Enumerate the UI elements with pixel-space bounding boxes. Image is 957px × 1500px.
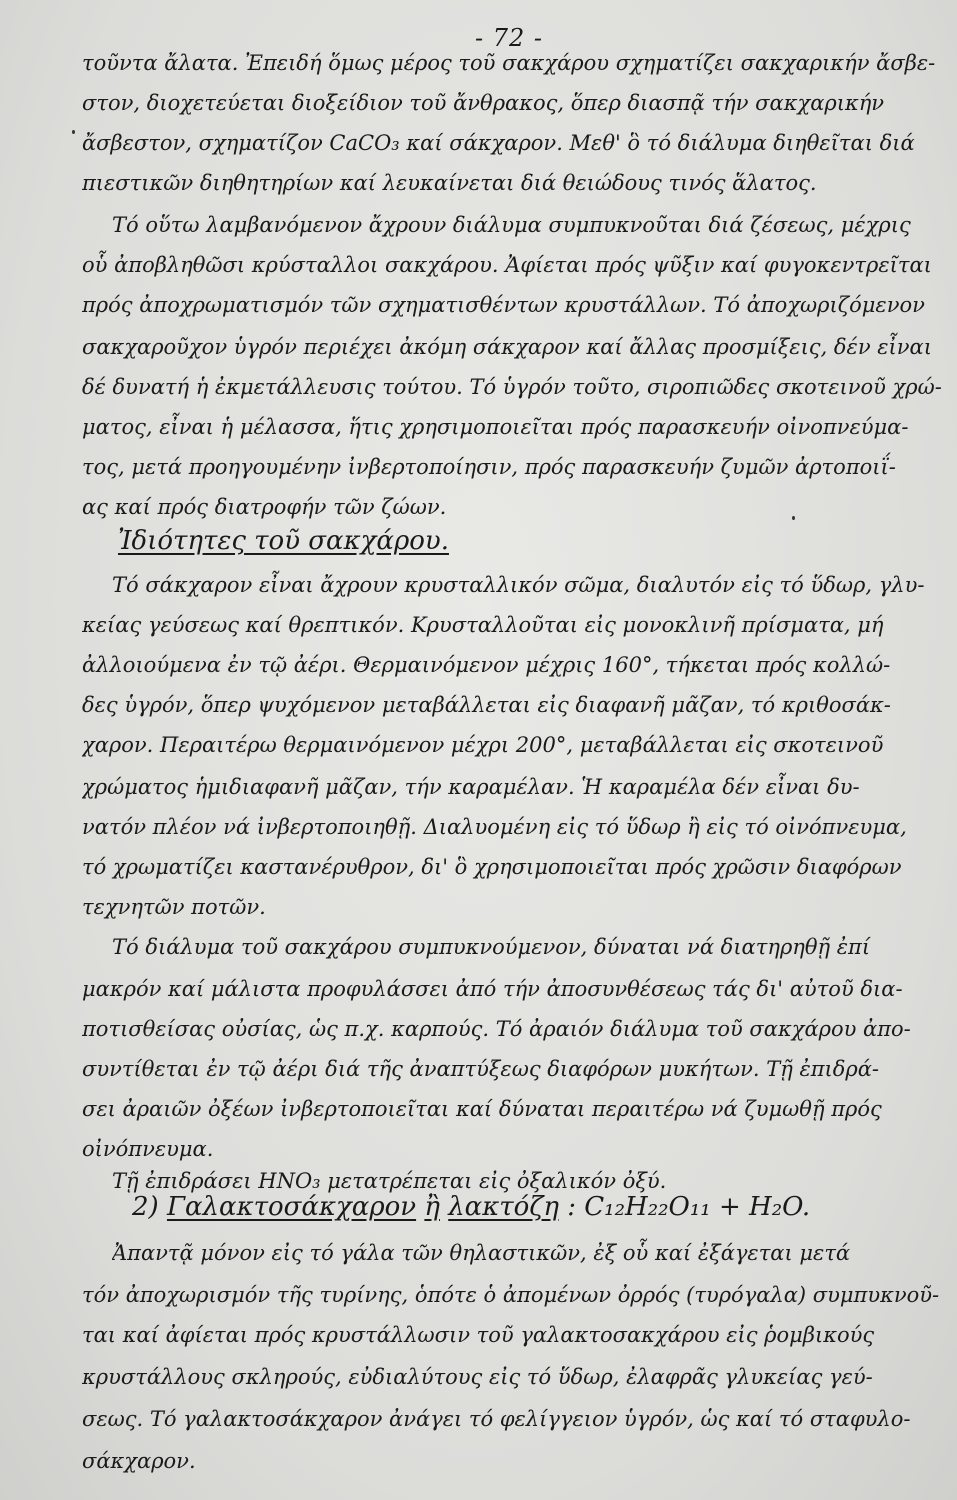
text-line: οἰνόπνευμα. <box>82 1137 214 1161</box>
text-line: Τό διάλυμα τοῦ σακχάρου συμπυκνούμενον, δύναται νά διατηρηθῇ ἐπί <box>112 935 871 959</box>
ink-mark <box>792 516 795 520</box>
text-line: κρυστάλλους σκληρούς, εὐδιαλύτους εἰς τό ὕδωρ, ἐλαφρᾶς γλυκείας γεύ- <box>82 1365 873 1389</box>
text-line: χαρον. Περαιτέρω θερμαινόμενον μέχρι 200°, μεταβάλλεται εἰς σκοτεινοῦ <box>82 733 884 757</box>
text-line: ματος, εἶναι ἡ μέλασσα, ἥτις χρησιμοποιεῖται πρός παρασκευήν οἰνοπνεύμα- <box>82 415 909 439</box>
text-line: σει ἀραιῶν ὀξέων ἰνβερτοποιεῖται καί δύναται περαιτέρω νά ζυμωθῇ πρός <box>82 1097 882 1121</box>
text-line: χρώματος ἡμιδιαφανῆ μᾶζαν, τήν καραμέλαν. Ἡ καραμέλα δέν εἶναι δυ- <box>82 775 860 799</box>
text-line: ται καί ἀφίεται πρός κρυστάλλωσιν τοῦ γαλακτοσακχάρου εἰς ῥομβικούς <box>82 1323 875 1347</box>
text-line: τοῦντα ἄλατα. Ἐπειδή ὅμως μέρος τοῦ σακχάρου σχηματίζει σακχαρικήν ἄσβε- <box>82 51 936 75</box>
text-line: Τῇ ἐπιδράσει HNO₃ μετατρέπεται εἰς ὀξαλικόν ὀξύ. <box>112 1169 667 1193</box>
text-line: ποτισθείσας οὐσίας, ὡς π.χ. καρπούς. Τό ἀραιόν διάλυμα τοῦ σακχάρου ἀπο- <box>82 1017 911 1041</box>
text-line: πρός ἀποχρωματισμόν τῶν σχηματισθέντων κρυστάλλων. Τό ἀποχωριζόμενον <box>82 293 925 317</box>
section-heading: Ἰδιότητες τοῦ σακχάρου. <box>118 526 449 556</box>
text-line: Τό σάκχαρον εἶναι ἄχρουν κρυσταλλικόν σῶμα, διαλυτόν εἰς τό ὕδωρ, γλυ- <box>112 573 925 597</box>
text-line: σάκχαρον. <box>82 1449 196 1473</box>
text-line: τό χρωματίζει καστανέρυθρον, δι' ὃ χρησιμοποιεῖται πρός χρῶσιν διαφόρων <box>82 855 902 879</box>
text-line: κείας γεύσεως καί θρεπτικόν. Κρυσταλλοῦται εἰς μονοκλινῆ πρίσματα, μή <box>82 613 884 637</box>
text-line: σεως. Τό γαλακτοσάκχαρον ἀνάγει τό φελίγγειον ὑγρόν, ὡς καί τό σταφυλο- <box>82 1407 911 1431</box>
page-number: - 72 - <box>475 24 544 52</box>
text-line: ἀλλοιούμενα ἐν τῷ ἀέρι. Θερμαινόμενον μέχρις 160°, τήκεται πρός κολλώ- <box>82 653 891 677</box>
text-line: τος, μετά προηγουμένην ἰνβερτοποίησιν, πρός παρασκευήν ζυμῶν ἀρτοποιΐ- <box>82 455 896 479</box>
text-line: οὗ ἀποβληθῶσι κρύσταλλοι σακχάρου. Ἀφίεται πρός ψῦξιν καί φυγοκεντρεῖται <box>82 253 932 277</box>
text-line: Τό οὕτω λαμβανόμενον ἄχρουν διάλυμα συμπυκνοῦται διά ζέσεως, μέχρις <box>112 213 911 237</box>
text-line: στον, διοχετεύεται διοξείδιον τοῦ ἄνθρακος, ὅπερ διασπᾷ τήν σακχαρικήν <box>82 91 885 115</box>
ink-mark <box>72 130 75 134</box>
text-line: πιεστικῶν διηθητηρίων καί λευκαίνεται διά θειώδους τινός ἅλατος. <box>82 171 817 195</box>
text-line: δέ δυνατή ἡ ἐκμετάλλευσις τούτου. Τό ὑγρόν τοῦτο, σιροπιῶδες σκοτεινοῦ χρώ- <box>82 375 942 399</box>
section2-heading <box>132 1192 810 1222</box>
text-line: δες ὑγρόν, ὅπερ ψυχόμενον μεταβάλλεται εἰς διαφανῆ μᾶζαν, τό κριθοσάκ- <box>82 693 891 717</box>
text-line: τεχνητῶν ποτῶν. <box>82 895 266 919</box>
text-line: Ἀπαντᾷ μόνον εἰς τό γάλα τῶν θηλαστικῶν, ἐξ οὗ καί ἐξάγεται μετά <box>112 1241 851 1265</box>
text-line: σακχαροῦχον ὑγρόν περιέχει ἀκόμη σάκχαρον καί ἄλλας προσμίξεις, δέν εἶναι <box>82 335 932 359</box>
text-line: συντίθεται ἐν τῷ ἀέρι διά τῆς ἀναπτύξεως διαφόρων μυκήτων. Τῇ ἐπιδρά- <box>82 1057 880 1081</box>
text-line: ἄσβεστον, σχηματίζον CaCO₃ καί σάκχαρον. Μεθ' ὃ τό διάλυμα διηθεῖται διά <box>82 131 915 155</box>
section2-alt-name: λακτόζη <box>448 1192 559 1222</box>
section2-title: Γαλακτοσάκχαρον <box>166 1192 417 1222</box>
section2-connector: ἢ <box>424 1192 440 1222</box>
text-line: ας καί πρός διατροφήν τῶν ζώων. <box>82 495 447 519</box>
text-line: μακρόν καί μάλιστα προφυλάσσει ἀπό τήν ἀποσυνθέσεως τάς δι' αὐτοῦ δια- <box>82 977 903 1001</box>
section2-formula: : C₁₂H₂₂O₁₁ + H₂O. <box>567 1192 811 1222</box>
section2-number: 2) <box>132 1192 159 1222</box>
text-line: τόν ἀποχωρισμόν τῆς τυρίνης, ὁπότε ὁ ἀπομένων ὀρρός (τυρόγαλα) συμπυκνοῦ- <box>82 1283 940 1307</box>
text-line: νατόν πλέον νά ἰνβερτοποιηθῇ. Διαλυομένη εἰς τό ὕδωρ ἢ εἰς τό οἰνόπνευμα, <box>82 815 907 839</box>
